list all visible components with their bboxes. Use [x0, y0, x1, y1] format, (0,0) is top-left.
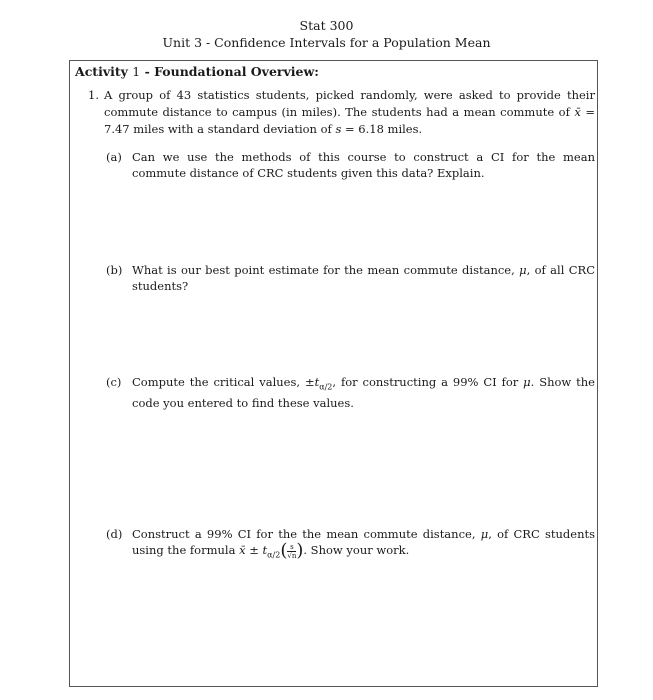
- mu-symbol: μ: [519, 263, 527, 277]
- part-text: [132, 262, 595, 294]
- part-b: [106, 262, 595, 294]
- part-text-segment: . Show the code you entered to find these values.: [132, 375, 595, 411]
- question-text-part: = 7.47 miles with a standard deviation of: [104, 105, 596, 136]
- part-a: [106, 149, 595, 181]
- fraction-denominator: √n: [287, 551, 297, 560]
- mu-symbol: μ: [523, 375, 531, 389]
- part-text-segment: Compute the critical values, ±: [132, 375, 315, 389]
- s-symbol: s: [335, 122, 342, 136]
- open-paren: (: [280, 540, 288, 561]
- question-text-part: A group of 43 statistics students, picked randomly, were asked to provide their commute distance to campus (in miles). The students had a mean commute of: [104, 88, 595, 119]
- activity-title: [75, 64, 319, 79]
- t-subscript: α/2: [267, 550, 281, 560]
- t-subscript: α/2: [319, 382, 333, 392]
- part-label: (a): [106, 150, 122, 164]
- part-text: [132, 526, 595, 563]
- plus-minus: ±: [245, 543, 263, 557]
- question-number: 1.: [88, 88, 99, 102]
- part-text-segment: What is our best point estimate for the mean commute distance,: [132, 263, 520, 277]
- course-title: Stat 300: [299, 18, 354, 33]
- part-label: (c): [106, 375, 122, 389]
- part-label: (d): [106, 527, 123, 541]
- t-symbol: t: [314, 375, 320, 389]
- page-header: [0, 17, 653, 51]
- activity-box: [69, 60, 598, 687]
- part-text-segment: , for constructing a 99% CI for: [332, 375, 524, 389]
- part-text-segment: Construct a 99% CI for the the mean commute distance,: [132, 527, 481, 541]
- question-1: [88, 87, 595, 138]
- unit-title: Unit 3 - Confidence Intervals for a Population Mean: [162, 35, 491, 50]
- mu-symbol: μ: [480, 527, 489, 541]
- part-d: [106, 526, 595, 563]
- question-text-part: = 6.18 miles.: [341, 122, 423, 136]
- part-text: Can we use the methods of this course to construct a CI for the mean commute distance of CRC students given this data? Explain.: [132, 150, 595, 180]
- xbar-symbol: x̄: [574, 105, 581, 119]
- part-text: [132, 374, 595, 411]
- close-paren: ): [296, 540, 304, 561]
- fraction-numerator: s: [287, 543, 296, 552]
- activity-number: 1: [132, 64, 141, 79]
- part-text-segment: . Show your work.: [303, 543, 410, 557]
- xbar-symbol: x̄: [239, 543, 246, 557]
- t-symbol: t: [262, 543, 268, 557]
- question-text: [104, 87, 595, 138]
- activity-label: Activity: [75, 64, 128, 79]
- activity-subtitle: - Foundational Overview:: [144, 64, 319, 79]
- part-text-segment: , of all CRC students?: [132, 263, 595, 293]
- part-c: [106, 374, 595, 411]
- part-text-segment: , of CRC students using the formula: [132, 527, 596, 557]
- part-label: (b): [106, 263, 123, 277]
- fraction: [287, 543, 296, 560]
